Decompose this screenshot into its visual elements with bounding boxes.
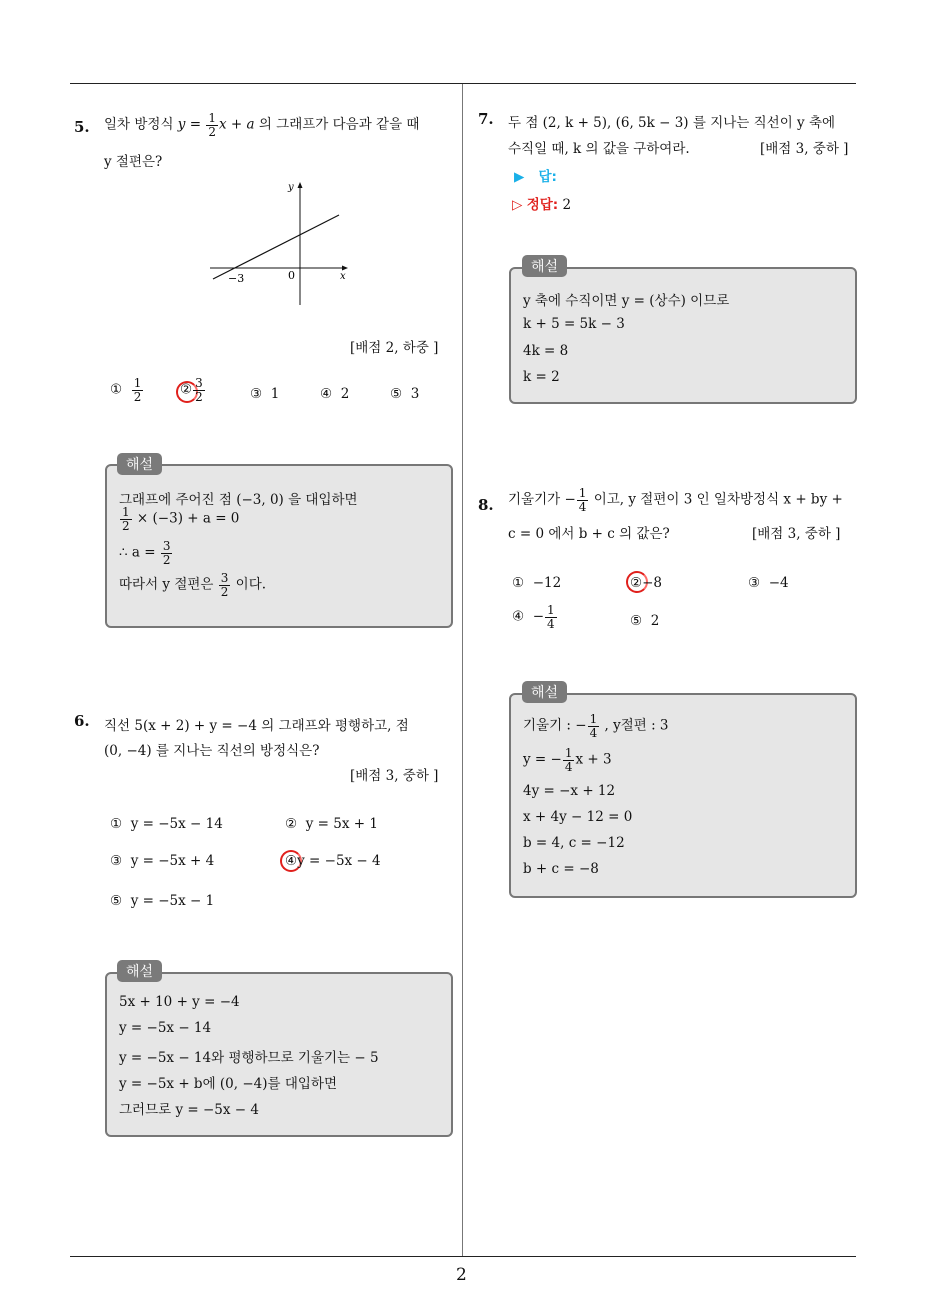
q5-graph <box>200 175 360 315</box>
q6-choice-5[interactable]: ⑤ y = −5x − 1 <box>110 893 215 909</box>
q5-x-arrow <box>342 266 348 271</box>
q5-graph-line <box>213 215 339 279</box>
q7-explain-line1: y 축에 수직이면 y = (상수) 이므로 <box>523 293 730 309</box>
q7-explain-line2: k + 5 = 5k − 3 <box>523 316 625 332</box>
q5-origin-label: 0 <box>288 269 295 282</box>
q7-explanation-box <box>509 267 857 404</box>
q5-points: [배점 2, 하중 ] <box>350 340 439 356</box>
q7-explain-line4: k = 2 <box>523 369 560 385</box>
q6-explanation-box <box>105 972 453 1137</box>
q6-explain-line5: 그러므로 y = −5x − 4 <box>119 1102 259 1118</box>
q5-choice-1[interactable]: ① $\frac{1}{2}$ <box>110 376 142 404</box>
column-divider <box>462 84 463 1256</box>
play-icon: ▶ <box>514 169 525 185</box>
q8-explain-line2: y = − $\frac{1}{4}$ x + 3 <box>523 746 612 774</box>
q8-explain-line4: x + 4y − 12 = 0 <box>523 809 633 825</box>
q8-explain-line5: b = 4, c = −12 <box>523 835 625 851</box>
q5-explain-tag: 해설 <box>117 453 162 475</box>
q7-text-line2: 수직일 때, k 의 값을 구하여라. <box>508 141 690 157</box>
q6-choice-2[interactable]: ② y = 5x + 1 <box>285 816 378 832</box>
q5-y-arrow <box>298 182 303 188</box>
q8-text-line2: c = 0 에서 b + c 의 값은? <box>508 526 670 542</box>
q8-explain-tag: 해설 <box>522 681 567 703</box>
q8-text-line1: 기울기가 − $\frac{1}{4}$ 이고, y 절편이 3 인 일차방정식 x + by + <box>508 486 843 514</box>
q6-choice-4[interactable]: ④y = −5x − 4 <box>285 853 381 869</box>
q6-points: [배점 3, 중하 ] <box>350 768 439 784</box>
q5-text-line2: y 절편은? <box>104 154 163 170</box>
q5-explain-line3: ∴ a = $\frac{3}{2}$ <box>119 539 171 567</box>
q8-choice-2[interactable]: ②−8 <box>630 575 663 591</box>
q8-explain-line6: b + c = −8 <box>523 861 599 877</box>
header-rule <box>70 83 856 84</box>
q7-answer-row[interactable]: ▶ 답: <box>514 169 557 185</box>
q6-text-line1: 직선 5(x + 2) + y = −4 의 그래프와 평행하고, 점 <box>104 718 409 734</box>
q5-explain-line4: 따라서 y 절편은 $\frac{3}{2}$ 이다. <box>119 571 267 599</box>
q5-x-label: x <box>340 271 346 282</box>
q6-number: 6. <box>74 712 90 730</box>
q5-explain-line1: 그래프에 주어진 점 (−3, 0) 을 대입하면 <box>119 492 358 508</box>
q7-explain-tag: 해설 <box>522 255 567 277</box>
q5-x-intercept-label: −3 <box>228 272 245 285</box>
q5-text-line1: 일차 방정식 y = $\frac{1}{2}$ x + a 의 그래프가 다음과 같을 때 <box>104 111 420 139</box>
footer-rule <box>70 1256 856 1257</box>
q6-explain-line1: 5x + 10 + y = −4 <box>119 994 240 1010</box>
q7-explain-line3: 4k = 8 <box>523 343 569 359</box>
q8-choice-5[interactable]: ⑤ 2 <box>630 613 660 629</box>
q8-explanation-box <box>509 693 857 898</box>
page-number: 2 <box>456 1265 467 1285</box>
q6-explain-line4: y = −5x + b에 (0, −4)를 대입하면 <box>119 1076 338 1092</box>
q5-fraction: $\frac{1}{2}$ <box>208 111 216 139</box>
q5-y-label: y <box>288 182 294 193</box>
q6-choice-3[interactable]: ③ y = −5x + 4 <box>110 853 215 869</box>
q7-number: 7. <box>478 110 494 128</box>
q7-correct-row: ▷ 정답: 2 <box>512 197 572 213</box>
q6-text-line2: (0, −4) 를 지나는 직선의 방정식은? <box>104 743 320 759</box>
q5-number: 5. <box>74 118 90 136</box>
q8-choice-1[interactable]: ① −12 <box>512 575 562 591</box>
q8-number: 8. <box>478 496 494 514</box>
q5-explain-line2: $\frac{1}{2}$ × (−3) + a = 0 <box>122 505 240 533</box>
q7-text-line1: 두 점 (2, k + 5), (6, 5k − 3) 를 지나는 직선이 y 축에 <box>508 115 836 131</box>
q8-choice-3[interactable]: ③ −4 <box>748 575 789 591</box>
q6-explain-line3: y = −5x − 14와 평행하므로 기울기는 − 5 <box>119 1050 379 1066</box>
q5-explanation-box <box>105 464 453 628</box>
q6-explain-line2: y = −5x − 14 <box>119 1020 212 1036</box>
q8-explain-line1: 기울기 : − $\frac{1}{4}$ , y절편 : 3 <box>523 712 669 740</box>
q7-points: [배점 3, 중하 ] <box>760 141 849 157</box>
q5-choice-4[interactable]: ④ 2 <box>320 386 350 402</box>
q5-choice-5[interactable]: ⑤ 3 <box>390 386 420 402</box>
triangle-right-icon: ▷ <box>512 197 523 213</box>
q8-points: [배점 3, 중하 ] <box>752 526 841 542</box>
q5-choice-2[interactable]: ② $\frac{3}{2}$ <box>180 376 203 404</box>
q5-choice-3[interactable]: ③ 1 <box>250 386 280 402</box>
q8-explain-line3: 4y = −x + 12 <box>523 783 616 799</box>
q6-choice-1[interactable]: ① y = −5x − 14 <box>110 816 223 832</box>
q6-explain-tag: 해설 <box>117 960 162 982</box>
q8-choice-4[interactable]: ④ − $\frac{1}{4}$ <box>512 603 555 631</box>
